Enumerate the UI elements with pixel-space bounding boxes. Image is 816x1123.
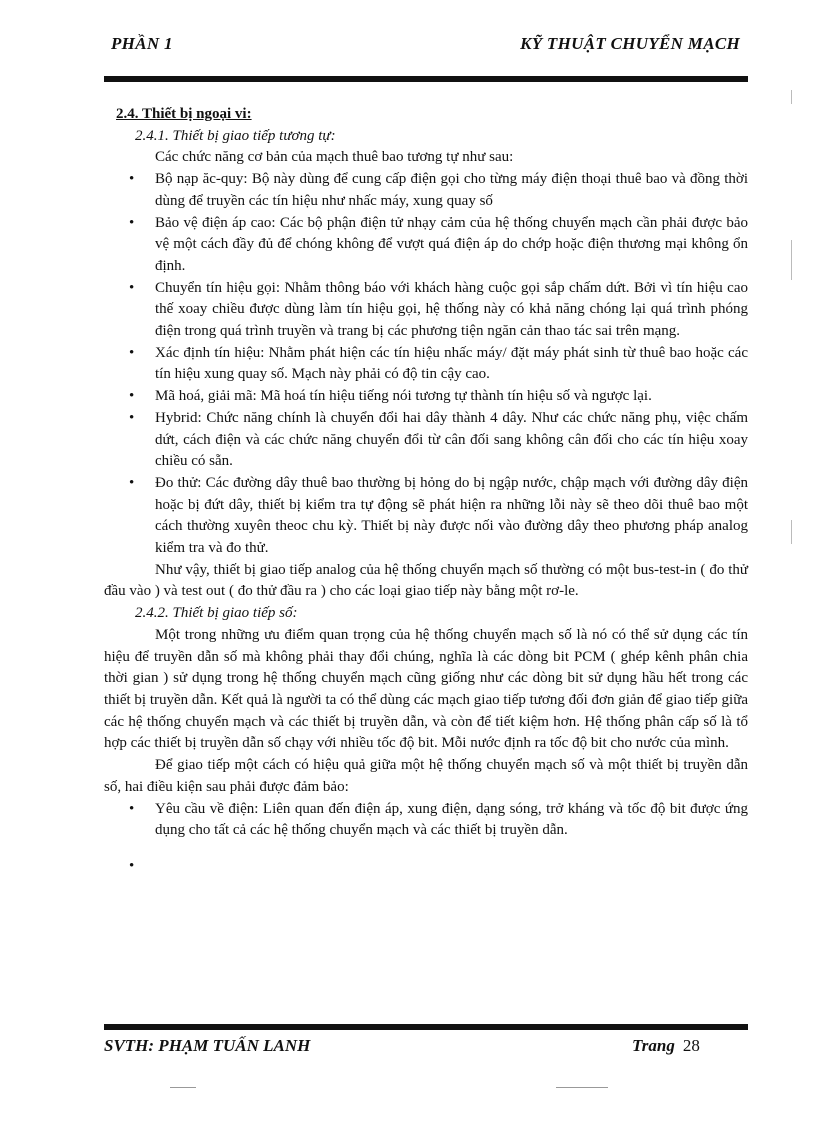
scan-margin-mark xyxy=(791,520,792,544)
header-rule xyxy=(104,76,748,82)
analog-intro: Các chức năng cơ bản của mạch thuê bao tương tự như sau: xyxy=(155,149,514,166)
digital-paragraph-1: Một trong những ưu điểm quan trọng của hệ thống chuyển mạch số là nó có thể sử dụng các tín hiệu để truyền dẫn số mà không phải thay đổi chúng, nghĩa là các dòng bit PCM ( ghép kênh phân chia thời gian ) sử dụng trong hệ thống chuyển mạch cũng giống như các dòng bit sử dụng hầu hết trong các thiết bị truyền dẫn. Kết quả là người ta có thể dùng các mạch giao tiếp tương đối đơn giản để giao tiếp giữa các hệ thống chuyển mạch và các thiết bị truyền dẫn, và còn để tiết kiệm hơn. Hệ thống phân cấp số là tổ hợp các thiết bị truyền dẫn số chạy với nhiều tốc độ bit. Mỗi nước định ra tốc độ bit cho nước của mình. xyxy=(104,626,748,752)
digital-paragraph-2: Để giao tiếp một cách có hiệu quả giữa một hệ thống chuyển mạch số và một thiết bị truyền dẫn số, hai điều kiện sau phải được đảm bảo: xyxy=(104,757,748,795)
subsection-title-analog: 2.4.1. Thiết bị giao tiếp tương tự: xyxy=(135,127,336,144)
page-label: Trang xyxy=(632,1036,675,1055)
list-item: • Xác định tín hiệu: Nhằm phát hiện các tín hiệu nhấc máy/ đặt máy phát sinh từ thuê bao hoặc các tín hiệu xung quay số. Mạch này phải có độ tin cậy cao. xyxy=(129,344,748,383)
scan-margin-mark xyxy=(791,90,792,104)
footer-page xyxy=(632,1036,700,1056)
bullet-icon: • xyxy=(129,214,135,231)
bullet-icon: • xyxy=(129,857,135,874)
page-number: 28 xyxy=(682,1036,700,1055)
list-item: • Bộ nạp ăc-quy: Bộ này dùng để cung cấp điện gọi cho từng máy điện thoại thuê bao và đồng thời dùng để truyền các tín hiệu như nhấc máy, xung quay số xyxy=(129,171,748,209)
bullet-icon: • xyxy=(129,409,135,426)
bullet-icon: • xyxy=(129,171,135,188)
document-body xyxy=(104,104,748,878)
list-item: • Yêu cầu về điện: Liên quan đến điện áp, xung điện, dạng sóng, trở kháng và tốc độ bit được ứng dụng cho tất cả các hệ thống chuyển mạch và các thiết bị truyền dẫn. xyxy=(129,800,748,839)
scan-artifact xyxy=(556,1087,608,1088)
footer-author: SVTH: PHẠM TUẤN LANH xyxy=(104,1036,311,1055)
header-chapter-title: KỸ THUẬT CHUYỂN MẠCH xyxy=(520,34,740,53)
list-item: • Hybrid: Chức năng chính là chuyển đổi hai dây thành 4 dây. Như các chức năng phụ, việc chấm dứt, cách điện và các chức năng chuyển đổi từ cân đối sang không cân đối cho các tín hiệu xoay chiều có sẵn. xyxy=(129,409,748,470)
subsection-title-digital: 2.4.2. Thiết bị giao tiếp số: xyxy=(135,605,298,622)
list-item: • Mã hoá, giải mã: Mã hoá tín hiệu tiếng nói tương tự thành tín hiệu số và ngược lại. xyxy=(116,386,748,408)
bullet-icon: • xyxy=(129,388,135,405)
bullet-icon: • xyxy=(129,474,135,491)
list-item xyxy=(116,856,748,878)
analog-function-list xyxy=(116,169,748,560)
header-part-label: PHẦN 1 xyxy=(111,34,173,53)
list-item: • Đo thử: Các đường dây thuê bao thường bị hỏng do bị ngập nước, chập mạch với đường dây điện hoặc bị đứt dây, thiết bị kiểm tra tự động sẽ phát hiện ra những lỗi này sẽ theo dõi thuê bao một cách thường xuyên theoc chu kỳ. Thiết bị này được nối vào đường dây theo phương pháp analog kiểm tra và đo thử. xyxy=(129,474,748,557)
list-item: • Bảo vệ điện áp cao: Các bộ phận điện tử nhạy cảm của hệ thống chuyển mạch cần phải được bảo vệ một cách đầy đủ để chóng không để vượt quá điện áp do chớp hoặc điện thương mại không ổn định. xyxy=(129,214,748,274)
bullet-icon: • xyxy=(129,279,135,296)
list-item: • Chuyển tín hiệu gọi: Nhằm thông báo với khách hàng cuộc gọi sắp chấm dứt. Bởi vì tín hiệu cao thế xoay chiều được dùng làm tín hiệu gọi, hệ thống này có khả năng chóng lại quá trình phóng điện trong quá trình truyền và trang bị các phương tiện ngăn cản thao tác sai trên mạng. xyxy=(129,279,748,340)
section-title: 2.4. Thiết bị ngoại vi: xyxy=(116,106,252,122)
bullet-icon: • xyxy=(129,344,135,361)
bullet-icon: • xyxy=(129,800,135,817)
analog-closing-paragraph: Như vậy, thiết bị giao tiếp analog của hệ thống chuyển mạch số thường có một bus-test-in ( đo thử đầu vào ) và test out ( đo thử đầu ra ) cho các loại giao tiếp này bằng một rơ-le. xyxy=(104,561,748,600)
digital-requirement-list xyxy=(116,799,748,878)
footer-rule xyxy=(104,1024,748,1030)
scan-artifact xyxy=(170,1087,196,1088)
scan-margin-mark xyxy=(791,240,792,280)
